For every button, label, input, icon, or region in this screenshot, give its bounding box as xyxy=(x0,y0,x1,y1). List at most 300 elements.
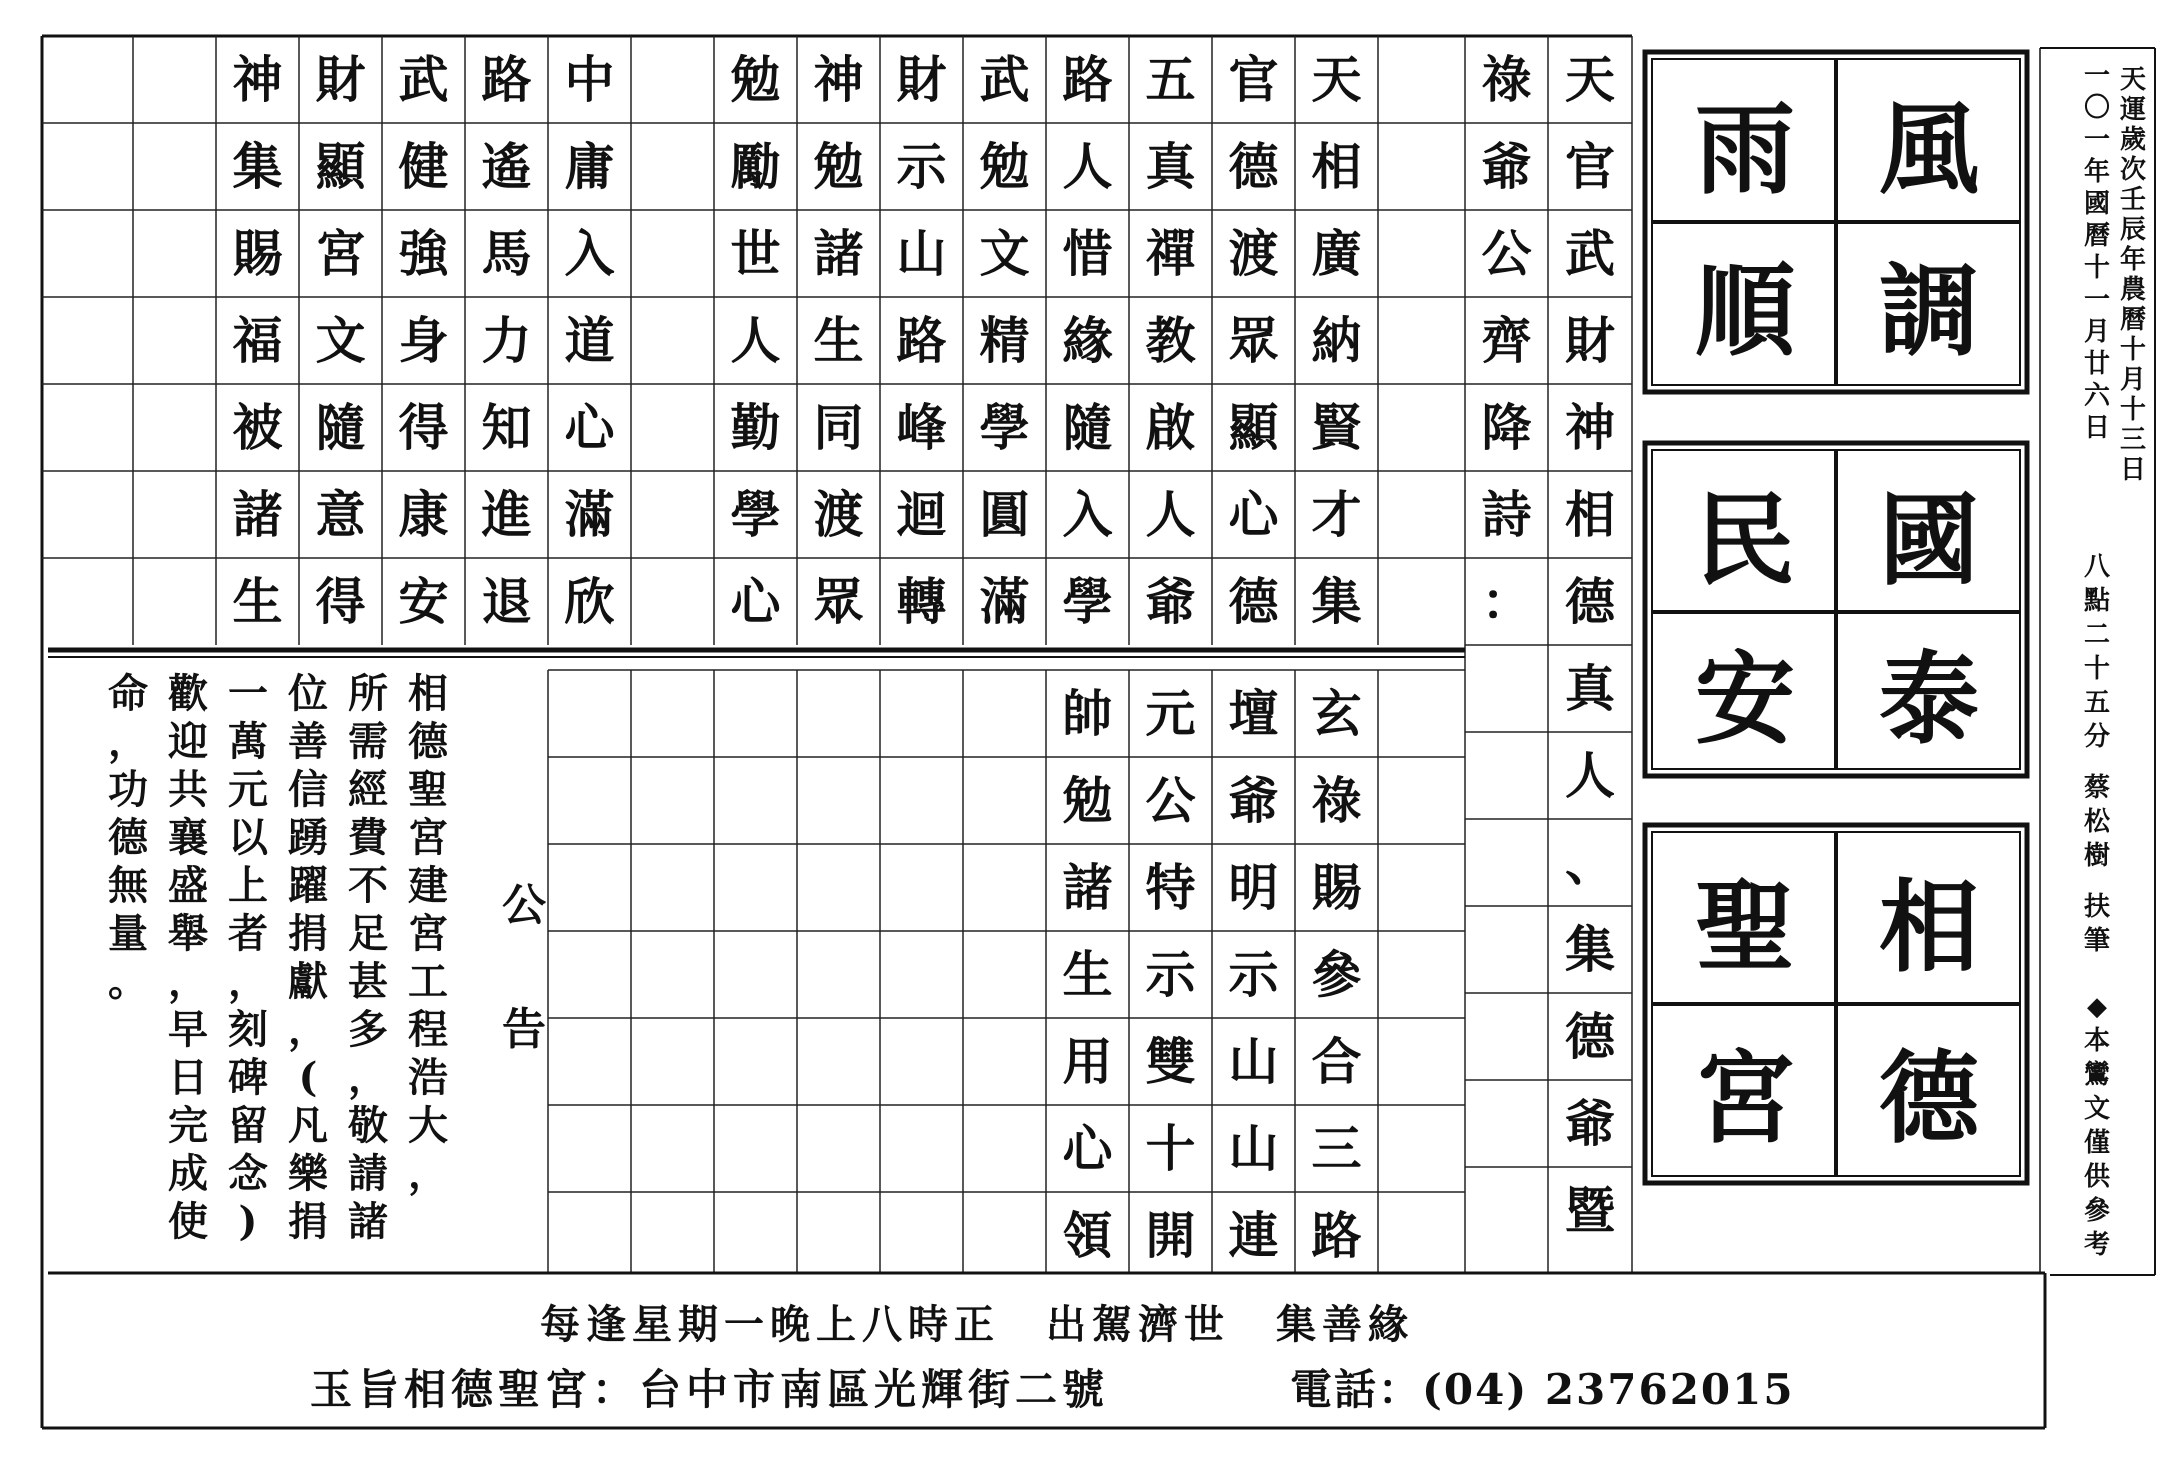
poem-2-col-5 xyxy=(963,36,1046,645)
date-col-2b-char: 樹 xyxy=(2083,841,2110,871)
poem-1-col-5-char: 賜 xyxy=(232,224,283,283)
date-col-1-char: 年 xyxy=(2119,245,2146,275)
poem-2-col-5-char: 學 xyxy=(979,398,1030,457)
banner-char-tiao: 調 xyxy=(1879,253,1979,370)
poem-2 xyxy=(714,36,1378,645)
notice-col-5-char: 舉 xyxy=(168,910,208,957)
notice-col-3-char: 踴 xyxy=(288,814,328,861)
poem-1-col-3-char: 安 xyxy=(398,572,449,631)
notice-col-5-char: 完 xyxy=(168,1102,208,1149)
date-col-1-char: 歲 xyxy=(2119,125,2146,155)
header-col-2-char: 齊 xyxy=(1481,311,1532,370)
notice-col-6-char: 無 xyxy=(108,862,148,909)
notice-col-4-char: 者 xyxy=(228,910,268,957)
date-col-3-char: ◆ xyxy=(2087,992,2107,1022)
notice-col-3-char: 躍 xyxy=(288,862,328,909)
date-col-2b-char: 八 xyxy=(2083,552,2110,582)
header-col-1-char: 德 xyxy=(1565,1007,1615,1066)
notice-col-3-char: 樂 xyxy=(288,1150,328,1197)
poem-3-col-4 xyxy=(1046,670,1129,1279)
notice-col-5-char: ， xyxy=(168,958,208,1005)
notice-title xyxy=(500,875,548,1061)
poem-2-col-6-char: 迴 xyxy=(896,485,947,544)
banner-char-an: 安 xyxy=(1695,640,1795,758)
notice-col-4 xyxy=(225,670,271,1246)
poem-2-col-2-char: 德 xyxy=(1228,137,1279,196)
notice-col-4-char: 萬 xyxy=(228,718,268,765)
notice-col-6-char: 命 xyxy=(108,670,148,717)
poem-1-col-2-char: 遙 xyxy=(481,137,532,196)
poem-2-col-8-char: 心 xyxy=(730,572,781,631)
date-col-2a-char: 月 xyxy=(2083,317,2110,347)
date-col-1-char: 辰 xyxy=(2119,215,2146,245)
poem-2-col-8-char: 勉 xyxy=(730,50,781,109)
notice-col-6-char: 量 xyxy=(108,910,148,957)
poem-3-col-1-char: 參 xyxy=(1311,945,1362,1004)
notice-col-3-char: 位 xyxy=(288,670,328,717)
poem-2-col-8-char: 勤 xyxy=(730,398,781,457)
poem-3-col-3-char: 雙 xyxy=(1145,1032,1196,1091)
notice-col-2-char: 費 xyxy=(348,814,388,861)
poem-1-col-2-char: 路 xyxy=(481,50,532,109)
poem-3-col-4-char: 用 xyxy=(1062,1032,1113,1091)
notice-col-1-char: 宮 xyxy=(408,910,448,957)
poem-2-col-8-char: 世 xyxy=(730,224,781,283)
poem-1-col-5 xyxy=(216,36,299,645)
notice-col-3-char: 凡 xyxy=(288,1102,328,1149)
poem-3-col-4-char: 帥 xyxy=(1062,684,1113,743)
poem-2-col-1-char: 相 xyxy=(1311,137,1362,196)
date-col-2a-char: 年 xyxy=(2083,157,2110,187)
poem-2-col-3-char: 教 xyxy=(1145,311,1196,370)
notice-col-4-char: 念 xyxy=(228,1150,268,1197)
poem-1-col-3-char: 身 xyxy=(398,311,449,370)
date-col-3-char: 文 xyxy=(2083,1094,2110,1124)
poem-3-col-2-char: 示 xyxy=(1228,945,1279,1004)
footer-address: 玉旨相德聖宮：台中市南區光輝街二號 xyxy=(310,1365,1110,1414)
poem-3 xyxy=(1046,670,1378,1279)
notice-col-1-char: 浩 xyxy=(408,1054,448,1101)
poem-3-col-3-char: 公 xyxy=(1145,771,1196,830)
poem-3-col-1-char: 賜 xyxy=(1311,858,1362,917)
date-col-1-char: 農 xyxy=(2119,275,2146,305)
poem-3-col-1-char: 祿 xyxy=(1311,771,1362,830)
poem-1-col-1 xyxy=(548,36,631,645)
poem-2-col-1-char: 廣 xyxy=(1311,224,1362,283)
notice-col-3-char: ， xyxy=(288,1006,328,1053)
poem-3-col-1-char: 三 xyxy=(1311,1119,1362,1178)
date-col-2b-char: 分 xyxy=(2083,722,2110,752)
poem-1-col-1-char: 道 xyxy=(564,311,615,370)
notice-col-2-char: 需 xyxy=(348,718,388,765)
date-col-2b-char: 筆 xyxy=(2083,926,2110,956)
poem-2-col-2-char: 渡 xyxy=(1228,224,1279,283)
poem-2-col-3-char: 禪 xyxy=(1145,224,1196,283)
date-col-1-char: 十 xyxy=(2119,395,2146,425)
poem-1-col-4-char: 宮 xyxy=(315,224,366,283)
poem-1-col-4-char: 文 xyxy=(315,311,366,370)
notice-col-6 xyxy=(105,670,151,1006)
poem-2-col-3-char: 真 xyxy=(1145,137,1196,196)
poem-2-col-6-char: 峰 xyxy=(896,398,947,457)
poem-1-col-3-char: 健 xyxy=(398,137,449,196)
poem-3-col-1 xyxy=(1295,670,1378,1279)
date-col-2a xyxy=(2082,60,2112,444)
poem-1-col-2-char: 馬 xyxy=(481,224,532,283)
poem-3-col-3-char: 示 xyxy=(1145,945,1196,1004)
poem-2-col-4-char: 學 xyxy=(1062,572,1113,631)
poem-3-col-4-char: 生 xyxy=(1062,945,1113,1004)
poem-2-col-4-char: 隨 xyxy=(1062,398,1113,457)
banner-char-tai: 泰 xyxy=(1879,640,1979,758)
notice-col-2-char: 不 xyxy=(348,862,388,909)
poem-2-col-6-char: 山 xyxy=(896,224,947,283)
poem-2-col-3-char: 啟 xyxy=(1145,398,1196,457)
banner-char-de: 德 xyxy=(1879,1040,1979,1157)
poem-2-col-8 xyxy=(714,36,797,645)
banner-char-feng: 風 xyxy=(1879,91,1979,208)
date-col-1-char: 天 xyxy=(2119,65,2146,95)
date-col-2a-char: 一 xyxy=(2083,125,2110,155)
date-col-2b-char: 五 xyxy=(2083,688,2110,718)
header-col-1-char: 相 xyxy=(1565,485,1615,544)
notice-col-5-char: 歡 xyxy=(168,670,208,717)
poem-2-col-2 xyxy=(1212,36,1295,645)
poem-2-col-7-char: 渡 xyxy=(813,485,864,544)
date-col-1-char: 十 xyxy=(2119,335,2146,365)
poem-1-col-5-char: 集 xyxy=(232,137,283,196)
poem-2-col-2-char: 眾 xyxy=(1228,311,1279,370)
notice-col-6-char: 德 xyxy=(108,814,148,861)
poem-2-col-5-char: 精 xyxy=(979,311,1030,370)
footer-phone: 電話：(04) 23762015 xyxy=(1290,1365,1795,1414)
poem-2-col-7-char: 勉 xyxy=(813,137,864,196)
notice-col-3-char: 信 xyxy=(288,766,328,813)
notice-col-4-char: 一 xyxy=(228,670,268,717)
date-col-2b-char: 十 xyxy=(2083,654,2110,684)
poem-2-col-6-char: 轉 xyxy=(896,572,947,631)
notice-col-1-char: 工 xyxy=(408,958,448,1005)
poem-2-col-6 xyxy=(880,36,963,645)
poem-3-col-3-char: 特 xyxy=(1145,858,1196,917)
poem-1-col-4-char: 隨 xyxy=(315,398,366,457)
poem-1-col-5-char: 福 xyxy=(232,311,283,370)
notice-col-1-char: 相 xyxy=(408,670,448,717)
poem-2-col-1-char: 納 xyxy=(1311,311,1362,370)
date-col-2b-char: 松 xyxy=(2083,807,2110,837)
date-col-3-char: 本 xyxy=(2083,1026,2110,1056)
footer-schedule: 每逢星期一晚上八時正 出駕濟世 集善緣 xyxy=(540,1301,1414,1348)
poem-3-col-2-char: 連 xyxy=(1228,1206,1279,1265)
notice-title-char: 告 xyxy=(502,1004,546,1055)
notice-col-1-char: 宮 xyxy=(408,814,448,861)
date-col-1-char: 三 xyxy=(2119,425,2146,455)
notice-title-char xyxy=(502,937,546,999)
poem-3-col-2-char: 山 xyxy=(1228,1119,1279,1178)
header-col-2-char: 爺 xyxy=(1481,137,1532,196)
poem-2-col-7-char: 眾 xyxy=(813,572,864,631)
poem-2-col-8-char: 人 xyxy=(730,311,781,370)
header-col-2-char: 詩 xyxy=(1481,485,1532,544)
notice-col-3 xyxy=(285,670,331,1246)
poem-1-col-4-char: 意 xyxy=(315,485,366,544)
poem-1-col-4-char: 顯 xyxy=(315,137,366,196)
date-col-1-char: 月 xyxy=(2119,365,2146,395)
poem-2-col-5-char: 滿 xyxy=(979,572,1030,631)
notice-col-1-char: 建 xyxy=(408,862,448,909)
poem-2-col-5-char: 武 xyxy=(979,50,1030,109)
header-col-2-char: 祿 xyxy=(1481,50,1532,109)
header-col-1-char: 真 xyxy=(1565,659,1615,718)
notice-col-1-char: 程 xyxy=(408,1006,448,1053)
date-col-1-char: 日 xyxy=(2119,455,2146,485)
poem-3-col-3-char: 元 xyxy=(1145,684,1196,743)
notice-col-1-char: 聖 xyxy=(408,766,448,813)
notice-col-6-char: ， xyxy=(108,718,148,765)
header-col-1-char: 神 xyxy=(1565,398,1615,457)
banner-char-yu: 雨 xyxy=(1695,91,1795,208)
date-col-1-char: 曆 xyxy=(2119,305,2146,335)
poem-3-col-3-char: 開 xyxy=(1145,1206,1196,1265)
date-col-2a-char: 十 xyxy=(2083,253,2110,283)
poem-2-col-4-char: 緣 xyxy=(1062,311,1113,370)
notice-col-2-char: 敬 xyxy=(348,1102,388,1149)
poem-3-col-1-char: 路 xyxy=(1311,1206,1362,1265)
poem-1-col-5-char: 諸 xyxy=(232,485,283,544)
notice-col-4-char: 留 xyxy=(228,1102,268,1149)
notice-col-3-char: 捐 xyxy=(288,1198,328,1245)
banner-char-guo: 國 xyxy=(1879,481,1979,599)
poem-3-col-2-char: 壇 xyxy=(1228,684,1279,743)
date-col-3-char: 考 xyxy=(2083,1230,2110,1260)
poem-2-col-8-char: 學 xyxy=(730,485,781,544)
date-col-1-char: 壬 xyxy=(2119,185,2146,215)
notice-col-5-char: 共 xyxy=(168,766,208,813)
poem-1-col-3 xyxy=(382,36,465,645)
date-column xyxy=(2042,60,2154,1260)
date-col-1-char: 運 xyxy=(2119,95,2146,125)
poem-1-col-1-char: 滿 xyxy=(564,485,615,544)
notice-col-4-char: ， xyxy=(228,958,268,1005)
notice-col-3-char: 捐 xyxy=(288,910,328,957)
notice-col-2 xyxy=(345,670,391,1246)
date-col-1-char: 次 xyxy=(2119,155,2146,185)
date-col-2b-char: 二 xyxy=(2083,620,2110,650)
poem-1-col-1-char: 入 xyxy=(564,224,615,283)
header-col-2-char: 降 xyxy=(1481,398,1532,457)
poem-1-col-2 xyxy=(465,36,548,645)
poem-1-col-4-char: 得 xyxy=(315,572,366,631)
notice-col-1-char: 大 xyxy=(408,1102,448,1149)
date-col-2a-char: 六 xyxy=(2083,381,2110,411)
poem-2-col-4 xyxy=(1046,36,1129,645)
poem-2-col-3-char: 人 xyxy=(1145,485,1196,544)
poem-3-col-3 xyxy=(1129,670,1212,1279)
header-col-2-char: 公 xyxy=(1481,224,1532,283)
poem-3-col-2-char: 爺 xyxy=(1228,771,1279,830)
notice-col-5-char: 成 xyxy=(168,1150,208,1197)
date-col-2a-char: 一 xyxy=(2083,61,2110,91)
header-col-1-char: 官 xyxy=(1565,137,1615,196)
poem-2-col-7-char: 諸 xyxy=(813,224,864,283)
poem-2-col-6-char: 財 xyxy=(896,50,947,109)
poem-2-col-2-char: 顯 xyxy=(1228,398,1279,457)
notice-col-2-char: 所 xyxy=(348,670,388,717)
date-col-2a-char: 日 xyxy=(2083,413,2110,443)
notice-col-5-char: 迎 xyxy=(168,718,208,765)
notice-col-2-char: 足 xyxy=(348,910,388,957)
poem-2-col-5-char: 文 xyxy=(979,224,1030,283)
poem-2-col-6-char: 示 xyxy=(896,137,947,196)
poem-3-col-4-char: 諸 xyxy=(1062,858,1113,917)
notice-col-1-char: ， xyxy=(408,1150,448,1197)
header-col-1-char: 爺 xyxy=(1565,1094,1615,1153)
poem-2-col-3-char: 五 xyxy=(1145,50,1196,109)
poem-2-col-4-char: 入 xyxy=(1062,485,1113,544)
notice-col-4-char: 刻 xyxy=(228,1006,268,1053)
notice-col-4-char: 上 xyxy=(228,862,268,909)
poem-3-col-4-char: 勉 xyxy=(1062,771,1113,830)
header-col-1-char: 武 xyxy=(1565,224,1615,283)
poem-2-col-8-char: 勵 xyxy=(730,137,781,196)
poem-1-col-2-char: 退 xyxy=(481,572,532,631)
banner-char-shun: 順 xyxy=(1695,253,1795,370)
poem-1-col-1-char: 欣 xyxy=(564,572,615,631)
header-col-1-char: 暨 xyxy=(1565,1181,1615,1240)
date-col-3-char: 僅 xyxy=(2083,1128,2110,1158)
notice-col-3-char: ( xyxy=(298,1054,318,1101)
notice-col-6-char: 。 xyxy=(108,958,148,1005)
notice-col-3-char: 獻 xyxy=(288,958,328,1005)
poem-2-col-1 xyxy=(1295,36,1378,645)
poem-2-col-3-char: 爺 xyxy=(1145,572,1196,631)
notice-col-5-char: 使 xyxy=(168,1198,208,1245)
notice-col-6-char: 功 xyxy=(108,766,148,813)
poem-3-col-3-char: 十 xyxy=(1145,1119,1196,1178)
header-col-1-char: 、 xyxy=(1565,833,1615,892)
date-col-2a-char: 一 xyxy=(2083,285,2110,315)
header-col-1-char: 天 xyxy=(1565,50,1615,109)
header-columns xyxy=(1465,36,1632,1273)
poem-2-col-4-char: 路 xyxy=(1062,50,1113,109)
notice-block xyxy=(60,670,550,1270)
banner-char-xiang: 相 xyxy=(1879,868,1979,986)
date-col-3 xyxy=(2082,990,2112,1262)
notice-col-5-char: 早 xyxy=(168,1006,208,1053)
date-col-2a-char: 曆 xyxy=(2083,221,2110,251)
date-col-1 xyxy=(2118,65,2148,485)
poem-3-col-4-char: 領 xyxy=(1062,1206,1113,1265)
poem-2-col-2-char: 官 xyxy=(1228,50,1279,109)
poem-1-col-1-char: 庸 xyxy=(564,137,615,196)
notice-col-2-char: 多 xyxy=(348,1006,388,1053)
notice-col-5-char: 日 xyxy=(168,1054,208,1101)
poem-1-col-2-char: 知 xyxy=(481,398,532,457)
poem-2-col-7 xyxy=(797,36,880,645)
notice-col-2-char: 甚 xyxy=(348,958,388,1005)
poem-3-col-4-char: 心 xyxy=(1062,1119,1113,1178)
poem-1-col-2-char: 力 xyxy=(481,311,532,370)
poem-3-col-1-char: 合 xyxy=(1311,1032,1362,1091)
date-col-2a-char: 國 xyxy=(2083,189,2110,219)
notice-col-5 xyxy=(165,670,211,1246)
date-col-2a-char: 〇 xyxy=(2083,93,2110,123)
poem-2-col-1-char: 集 xyxy=(1311,572,1362,631)
poem-2-col-6-char: 路 xyxy=(896,311,947,370)
poem-2-col-5-char: 圓 xyxy=(979,485,1030,544)
poem-1-col-3-char: 得 xyxy=(398,398,449,457)
notice-col-4-char: 元 xyxy=(228,766,268,813)
poem-2-col-1-char: 天 xyxy=(1311,50,1362,109)
poem-1-col-5-char: 神 xyxy=(232,50,283,109)
date-col-3-char: 供 xyxy=(2083,1162,2110,1192)
notice-col-2-char: 經 xyxy=(348,766,388,813)
date-col-3-char: 參 xyxy=(2083,1196,2110,1226)
poem-2-col-4-char: 人 xyxy=(1062,137,1113,196)
banner-char-gong: 宮 xyxy=(1695,1040,1795,1157)
poem-3-col-2-char: 明 xyxy=(1228,858,1279,917)
header-col-1-char: 集 xyxy=(1565,920,1615,979)
poem-1-col-2-char: 進 xyxy=(481,485,532,544)
header-col-1 xyxy=(1548,36,1632,1254)
poem-2-col-7-char: 生 xyxy=(813,311,864,370)
poem-2-col-4-char: 惜 xyxy=(1062,224,1113,283)
header-col-2 xyxy=(1465,36,1548,645)
date-col-3-char: 鸞 xyxy=(2083,1060,2110,1090)
date-col-2b-char: 蔡 xyxy=(2083,773,2110,803)
poem-2-col-3 xyxy=(1129,36,1212,645)
notice-col-2-char: 諸 xyxy=(348,1198,388,1245)
poem-2-col-1-char: 才 xyxy=(1311,485,1362,544)
poem-1-col-3-char: 武 xyxy=(398,50,449,109)
notice-title-char: 公 xyxy=(502,880,546,931)
notice-col-2-char: ， xyxy=(348,1054,388,1101)
header-col-1-char: 財 xyxy=(1565,311,1615,370)
poem-2-col-5-char: 勉 xyxy=(979,137,1030,196)
poem-3-col-1-char: 玄 xyxy=(1311,684,1362,743)
notice-col-4-char: 以 xyxy=(228,814,268,861)
header-col-2-char: ： xyxy=(1481,572,1532,631)
poem-2-col-7-char: 神 xyxy=(813,50,864,109)
date-col-2a-char: 廿 xyxy=(2083,349,2110,379)
poem-2-col-2-char: 心 xyxy=(1228,485,1279,544)
header-col-1-char: 德 xyxy=(1565,572,1615,631)
poem-1-col-3-char: 強 xyxy=(398,224,449,283)
poem-1-col-5-char: 生 xyxy=(232,572,283,631)
poem-1-col-1-char: 心 xyxy=(564,398,615,457)
poem-3-col-2-char: 山 xyxy=(1228,1032,1279,1091)
banner-char-min: 民 xyxy=(1695,481,1795,599)
notice-col-2-char: 請 xyxy=(348,1150,388,1197)
notice-col-4-char: 碑 xyxy=(228,1054,268,1101)
poem-1-col-4-char: 財 xyxy=(315,50,366,109)
poem-1-col-5-char: 被 xyxy=(232,398,283,457)
date-col-2b-char: 扶 xyxy=(2083,892,2110,922)
poem-3-col-2 xyxy=(1212,670,1295,1279)
notice-col-1-char: 德 xyxy=(408,718,448,765)
notice-col-3-char: 善 xyxy=(288,718,328,765)
banner-char-sheng: 聖 xyxy=(1695,868,1795,986)
notice-col-4-char: ) xyxy=(238,1198,258,1245)
poem-2-col-7-char: 同 xyxy=(813,398,864,457)
poem-1-col-1-char: 中 xyxy=(564,50,615,109)
poem-1 xyxy=(216,36,631,645)
poem-2-col-2-char: 德 xyxy=(1228,572,1279,631)
notice-col-5-char: 襄 xyxy=(168,814,208,861)
header-col-1-char: 人 xyxy=(1565,746,1615,805)
notice-col-1 xyxy=(405,670,451,1198)
date-col-2b xyxy=(2082,550,2112,958)
